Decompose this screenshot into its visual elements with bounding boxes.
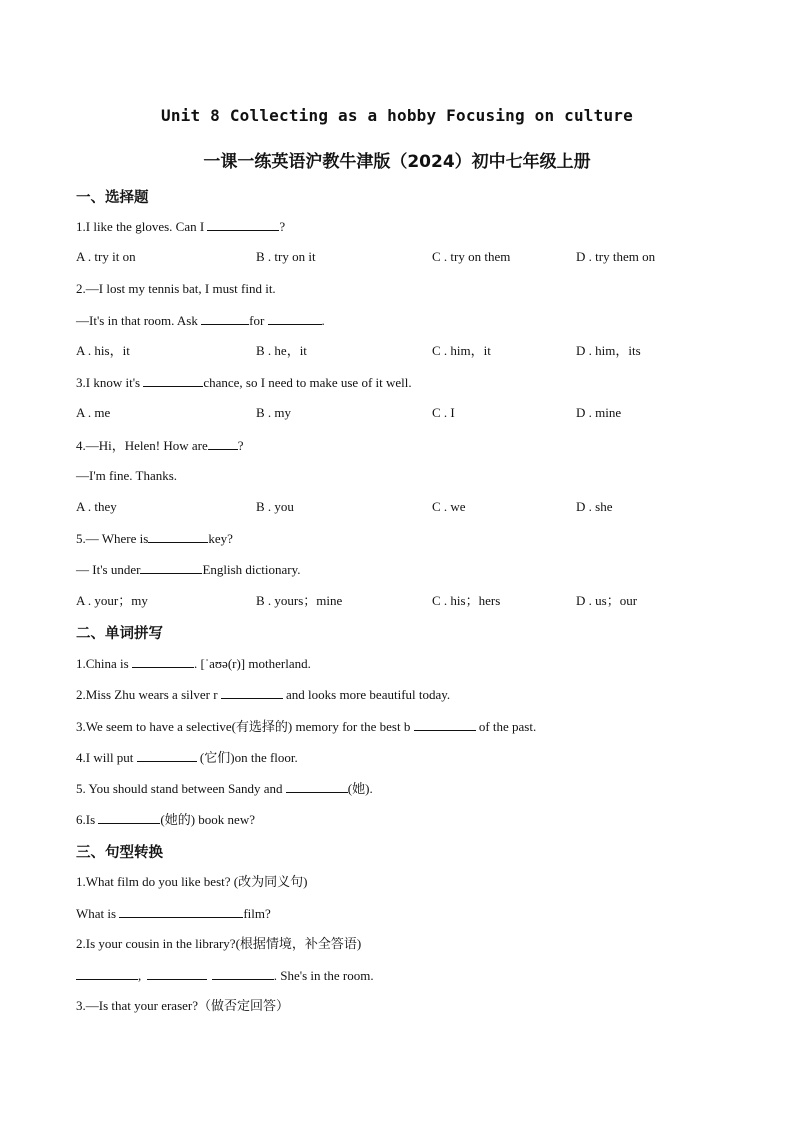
question-3-1-line2: [76, 905, 271, 922]
answer-blank[interactable]: [414, 718, 476, 731]
stem-text: (它们)on the floor.: [196, 750, 298, 765]
stem-text: key?: [208, 531, 233, 546]
stem-text: — It's under: [76, 562, 141, 577]
stem-text: . She's in the room.: [273, 968, 374, 983]
question-1-2-line2: [76, 312, 325, 329]
option-b[interactable]: B . yours；mine: [256, 593, 343, 608]
answer-blank[interactable]: [147, 967, 207, 980]
stem-text: English dictionary.: [202, 562, 301, 577]
question-3-1: 1.What film do you like best? (改为同义句): [76, 874, 308, 889]
stem-text: . [ˈaʊə(r)] motherland.: [193, 656, 311, 671]
option-d[interactable]: D . mine: [576, 405, 622, 420]
answer-blank[interactable]: [212, 967, 274, 980]
stem-text: film?: [243, 906, 271, 921]
question-2-6: [76, 811, 255, 828]
option-b[interactable]: B . my: [256, 405, 292, 420]
question-1-5-line2: [76, 561, 301, 578]
answer-blank[interactable]: [201, 312, 249, 325]
answer-blank[interactable]: [143, 374, 203, 387]
option-c[interactable]: C . we: [432, 499, 466, 514]
answer-blank[interactable]: [268, 312, 322, 325]
option-b[interactable]: B . try on it: [256, 249, 316, 264]
stem-text: chance, so I need to make use of it well.: [203, 375, 412, 390]
answer-blank[interactable]: [207, 218, 279, 231]
question-2-5: [76, 780, 373, 797]
stem-text: ,: [138, 968, 145, 983]
page-title: Unit 8 Collecting as a hobby Focusing on culture: [161, 106, 633, 125]
stem-text: (她).: [347, 781, 373, 796]
stem-text: 3.I know it's: [76, 375, 144, 390]
stem-text: (她的) book new?: [160, 812, 255, 827]
answer-blank[interactable]: [148, 530, 208, 543]
question-3-2-line2: [76, 967, 374, 984]
option-c[interactable]: C . him，it: [432, 343, 491, 358]
answer-blank[interactable]: [76, 967, 138, 980]
question-1-1: [76, 218, 285, 235]
option-c[interactable]: C . his；hers: [432, 593, 501, 608]
question-1-4: [76, 437, 244, 454]
stem-text: What is: [76, 906, 120, 921]
answer-blank[interactable]: [286, 780, 348, 793]
answer-blank[interactable]: [98, 811, 160, 824]
answer-blank[interactable]: [208, 437, 238, 450]
option-c[interactable]: C . I: [432, 405, 455, 420]
option-a[interactable]: A . your；my: [76, 593, 148, 608]
question-3-2: 2.Is your cousin in the library?(根据情境，补全答语): [76, 936, 362, 951]
stem-text: of the past.: [475, 719, 537, 734]
page-subtitle: 一课一练英语沪教牛津版（2024）初中七年级上册: [203, 152, 591, 172]
question-3-3: 3.—Is that your eraser?（做否定回答）: [76, 998, 290, 1013]
option-d[interactable]: D . she: [576, 499, 613, 514]
stem-text: —It's in that room. Ask: [76, 313, 202, 328]
stem-text: .: [321, 313, 325, 328]
stem-text: and looks more beautiful today.: [282, 687, 451, 702]
stem-text: 4.—Hi，Helen! How are: [76, 438, 208, 453]
section-heading-transform: 三、句型转换: [76, 845, 163, 861]
stem-text: 4.I will put: [76, 750, 137, 765]
question-2-1: [76, 655, 311, 672]
option-c[interactable]: C . try on them: [432, 249, 511, 264]
stem-text: 5.— Where is: [76, 531, 149, 546]
answer-blank[interactable]: [137, 749, 197, 762]
answer-blank[interactable]: [119, 905, 243, 918]
stem-text: [207, 968, 210, 983]
section-heading-choice: 一、选择题: [76, 190, 149, 206]
stem-text: for: [249, 313, 268, 328]
option-a[interactable]: A . his，it: [76, 343, 130, 358]
stem-text: 1.China is: [76, 656, 132, 671]
option-d[interactable]: D . him，its: [576, 343, 641, 358]
option-a[interactable]: A . try it on: [76, 249, 136, 264]
answer-blank[interactable]: [221, 686, 283, 699]
answer-blank[interactable]: [140, 561, 202, 574]
question-1-2: 2.—I lost my tennis bat, I must find it.: [76, 281, 276, 296]
question-2-3: [76, 718, 536, 735]
question-2-2: [76, 686, 450, 703]
question-1-5: [76, 530, 233, 547]
stem-text: 1.I like the gloves. Can I: [76, 219, 208, 234]
stem-text: 2.Miss Zhu wears a silver r: [76, 687, 221, 702]
option-d[interactable]: D . us；our: [576, 593, 638, 608]
option-b[interactable]: B . you: [256, 499, 294, 514]
question-1-4-line2: —I'm fine. Thanks.: [76, 468, 178, 483]
question-2-4: [76, 749, 298, 766]
section-heading-spelling: 二、单词拼写: [76, 626, 163, 642]
answer-blank[interactable]: [132, 655, 194, 668]
option-a[interactable]: A . they: [76, 499, 117, 514]
stem-text: ?: [279, 219, 286, 234]
option-b[interactable]: B . he，it: [256, 343, 307, 358]
stem-text: ?: [237, 438, 244, 453]
question-1-3: [76, 374, 412, 391]
stem-text: 6.Is: [76, 812, 99, 827]
stem-text: 3.We seem to have a selective(有选择的) memory for the best b: [76, 719, 414, 734]
option-a[interactable]: A . me: [76, 405, 111, 420]
stem-text: 5. You should stand between Sandy and: [76, 781, 286, 796]
option-d[interactable]: D . try them on: [576, 249, 656, 264]
